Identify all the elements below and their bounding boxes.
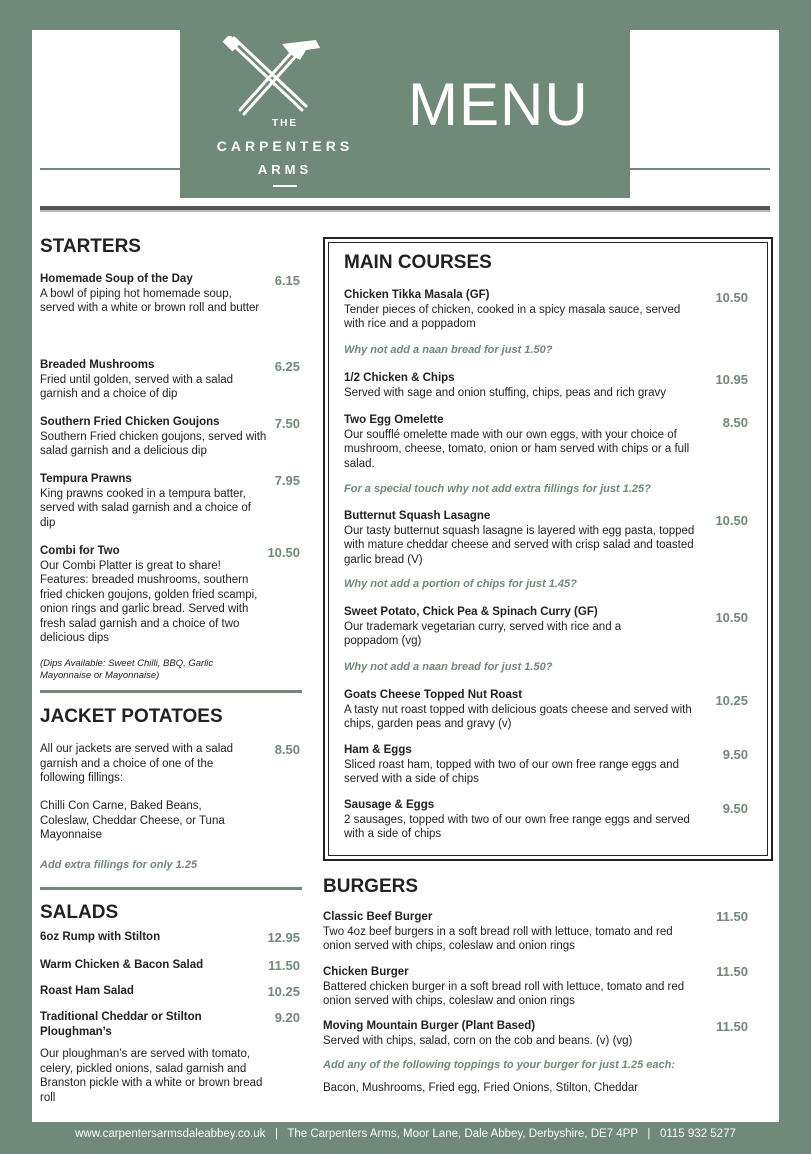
item-price: 11.50	[716, 1019, 748, 1034]
burger-item: Classic Beef Burger Two 4oz beef burgers in a soft bread roll with lettuce, tomato and red onion served with chips, coleslaw and onion rings	[323, 911, 673, 952]
section-separator	[40, 887, 302, 890]
main-title: MAIN COURSES	[344, 252, 492, 273]
logo	[180, 30, 390, 198]
burger-item: Moving Mountain Burger (Plant Based) Served with chips, salad, corn on the cob and beans. (v) (vg)	[323, 1020, 633, 1047]
item-price: 11.50	[268, 958, 300, 973]
menu-page	[32, 30, 779, 1122]
header-rule-right	[630, 168, 770, 170]
main-note: Why not add a naan bread for just 1.50?	[344, 661, 553, 673]
starter-item	[40, 415, 278, 459]
starter-item	[40, 544, 268, 646]
main-item: 1/2 Chicken & Chips Served with sage and onion stuffing, chips, peas and rich gravy	[344, 372, 666, 399]
item-price: 7.50	[274, 416, 300, 431]
salad-item: Traditional Cheddar or Stilton Ploughman’s	[40, 1011, 202, 1038]
item-name: Homemade Soup of the Day	[40, 273, 193, 285]
salads-title: SALADS	[40, 902, 119, 923]
item-name: Breaded Mushrooms	[40, 359, 155, 371]
item-price: 10.50	[267, 545, 300, 560]
starter-item	[40, 358, 265, 402]
item-desc: Southern Fried chicken goujons, served with salad garnish and a delicious dip	[40, 430, 267, 457]
burgers-note: Add any of the following toppings to your burger for just 1.25 each:	[323, 1059, 676, 1071]
item-name: Southern Fried Chicken Goujons	[40, 416, 220, 428]
item-price: 11.50	[716, 909, 748, 924]
starter-item	[40, 272, 265, 316]
footer: www.carpentersarmsdaleabbey.co.uk | The Carpenters Arms, Moor Lane, Dale Abbey, Derbyshire, DE7 4PP | 0115 932 5277	[75, 1128, 736, 1140]
starter-item	[40, 472, 260, 530]
item-price: 11.50	[716, 964, 748, 979]
item-price: 9.20	[274, 1010, 300, 1025]
jacket-price: 8.50	[274, 742, 300, 757]
item-desc: Fried until golden, served with a salad garnish and a choice of dip	[40, 373, 234, 400]
main-item: Sweet Potato, Chick Pea & Spinach Curry (GF) Our trademark vegetarian curry, served with rice and a poppadom (vg)	[344, 606, 622, 647]
jacket-title: JACKET POTATOES	[40, 706, 223, 727]
dips-note: (Dips Available: Sweet Chilli, BBQ, Garlic Mayonnaise or Mayonnaise)	[40, 658, 214, 681]
item-price: 6.25	[274, 359, 300, 374]
main-item: Two Egg Omelette Our soufflé omelette made with our own eggs, with your choice of mushroom, cheese, tomato, onion or ham served with chips or a full salad.	[344, 414, 690, 470]
item-price: 9.50	[722, 747, 748, 762]
section-separator	[40, 690, 302, 693]
burger-toppings: Bacon, Mushrooms, Fried egg, Fried Onions, Stilton, Cheddar	[323, 1082, 639, 1094]
item-price: 6.15	[274, 273, 300, 288]
main-item: Sausage & Eggs 2 sausages, topped with two of our own free range eggs and served with a side of chips	[344, 799, 690, 840]
starters-title: STARTERS	[40, 236, 141, 257]
main-note: Why not add a naan bread for just 1.50?	[344, 344, 553, 356]
main-item: Butternut Squash Lasagne Our tasty butternut squash lasagne is layered with egg pasta, topped with mature cheddar cheese and served with crisp salad and toasted garlic bread (V)	[344, 510, 695, 566]
main-item: Goats Cheese Topped Nut Roast A tasty nut roast topped with delicious goats cheese and served with chips, garden peas and gravy (v)	[344, 689, 692, 730]
main-item: Chicken Tikka Masala (GF) Tender pieces of chicken, cooked in a spicy masala sauce, served with rice and a poppadom	[344, 289, 681, 330]
jacket-intro: All our jackets are served with a salad garnish and a choice of one of the following fillings:	[40, 743, 234, 784]
item-price: 10.25	[267, 984, 300, 999]
item-desc: A bowl of piping hot homemade soup, served with a white or brown roll and butter	[40, 287, 260, 314]
item-price: 8.50	[722, 415, 748, 430]
header-divider	[40, 206, 770, 212]
logo-underline	[273, 185, 297, 187]
item-price: 9.50	[722, 801, 748, 816]
item-name: Tempura Prawns	[40, 473, 132, 485]
main-item: Ham & Eggs Sliced roast ham, topped with two of our own free range eggs and served with a side of chips	[344, 744, 679, 785]
salad-item: Roast Ham Salad	[40, 985, 134, 997]
salad-item: 6oz Rump with Stilton	[40, 931, 161, 943]
logo-the: THE	[272, 118, 298, 129]
jacket-fillings: Chilli Con Carne, Baked Beans, Coleslaw, Cheddar Cheese, or Tuna Mayonnaise	[40, 800, 225, 841]
item-desc: Our Combi Platter is great to share! Features: breaded mushrooms, southern fried chicken goujons, golden fried scampi, onion rings and garlic bread. Served with fresh salad garnish and a choice of two delicious dips	[40, 559, 258, 644]
salad-item: Warm Chicken & Bacon Salad	[40, 959, 204, 971]
item-price: 12.95	[267, 930, 300, 945]
header-rule-left	[40, 168, 180, 170]
logo-carpenters: CARPENTERS	[216, 138, 354, 154]
item-price: 10.50	[715, 610, 748, 625]
logo-arms: ARMS	[257, 162, 313, 177]
item-price: 7.95	[274, 473, 300, 488]
burger-item: Chicken Burger Battered chicken burger in a soft bread roll with lettuce, tomato and red onion served with chips, coleslaw and onion rings	[323, 966, 685, 1007]
crossed-tools-icon	[220, 36, 330, 116]
item-price: 10.50	[715, 290, 748, 305]
header-banner	[180, 30, 630, 198]
item-price: 10.95	[715, 372, 748, 387]
item-name: Combi for Two	[40, 545, 120, 557]
ploughman-desc: Our ploughman’s are served with tomato, celery, pickled onions, salad garnish and Branston pickle with a white or brown bread roll	[40, 1048, 263, 1104]
burgers-title: BURGERS	[323, 876, 419, 897]
item-price: 10.50	[715, 513, 748, 528]
main-note: For a special touch why not add extra fillings for just 1.25?	[344, 483, 651, 495]
main-note: Why not add a portion of chips for just 1.45?	[344, 578, 577, 590]
menu-title: MENU	[408, 71, 589, 138]
jacket-note: Add extra fillings for only 1.25	[40, 859, 198, 871]
item-desc: King prawns cooked in a tempura batter, served with salad garnish and a choice of dip	[40, 487, 251, 529]
item-price: 10.25	[715, 693, 748, 708]
